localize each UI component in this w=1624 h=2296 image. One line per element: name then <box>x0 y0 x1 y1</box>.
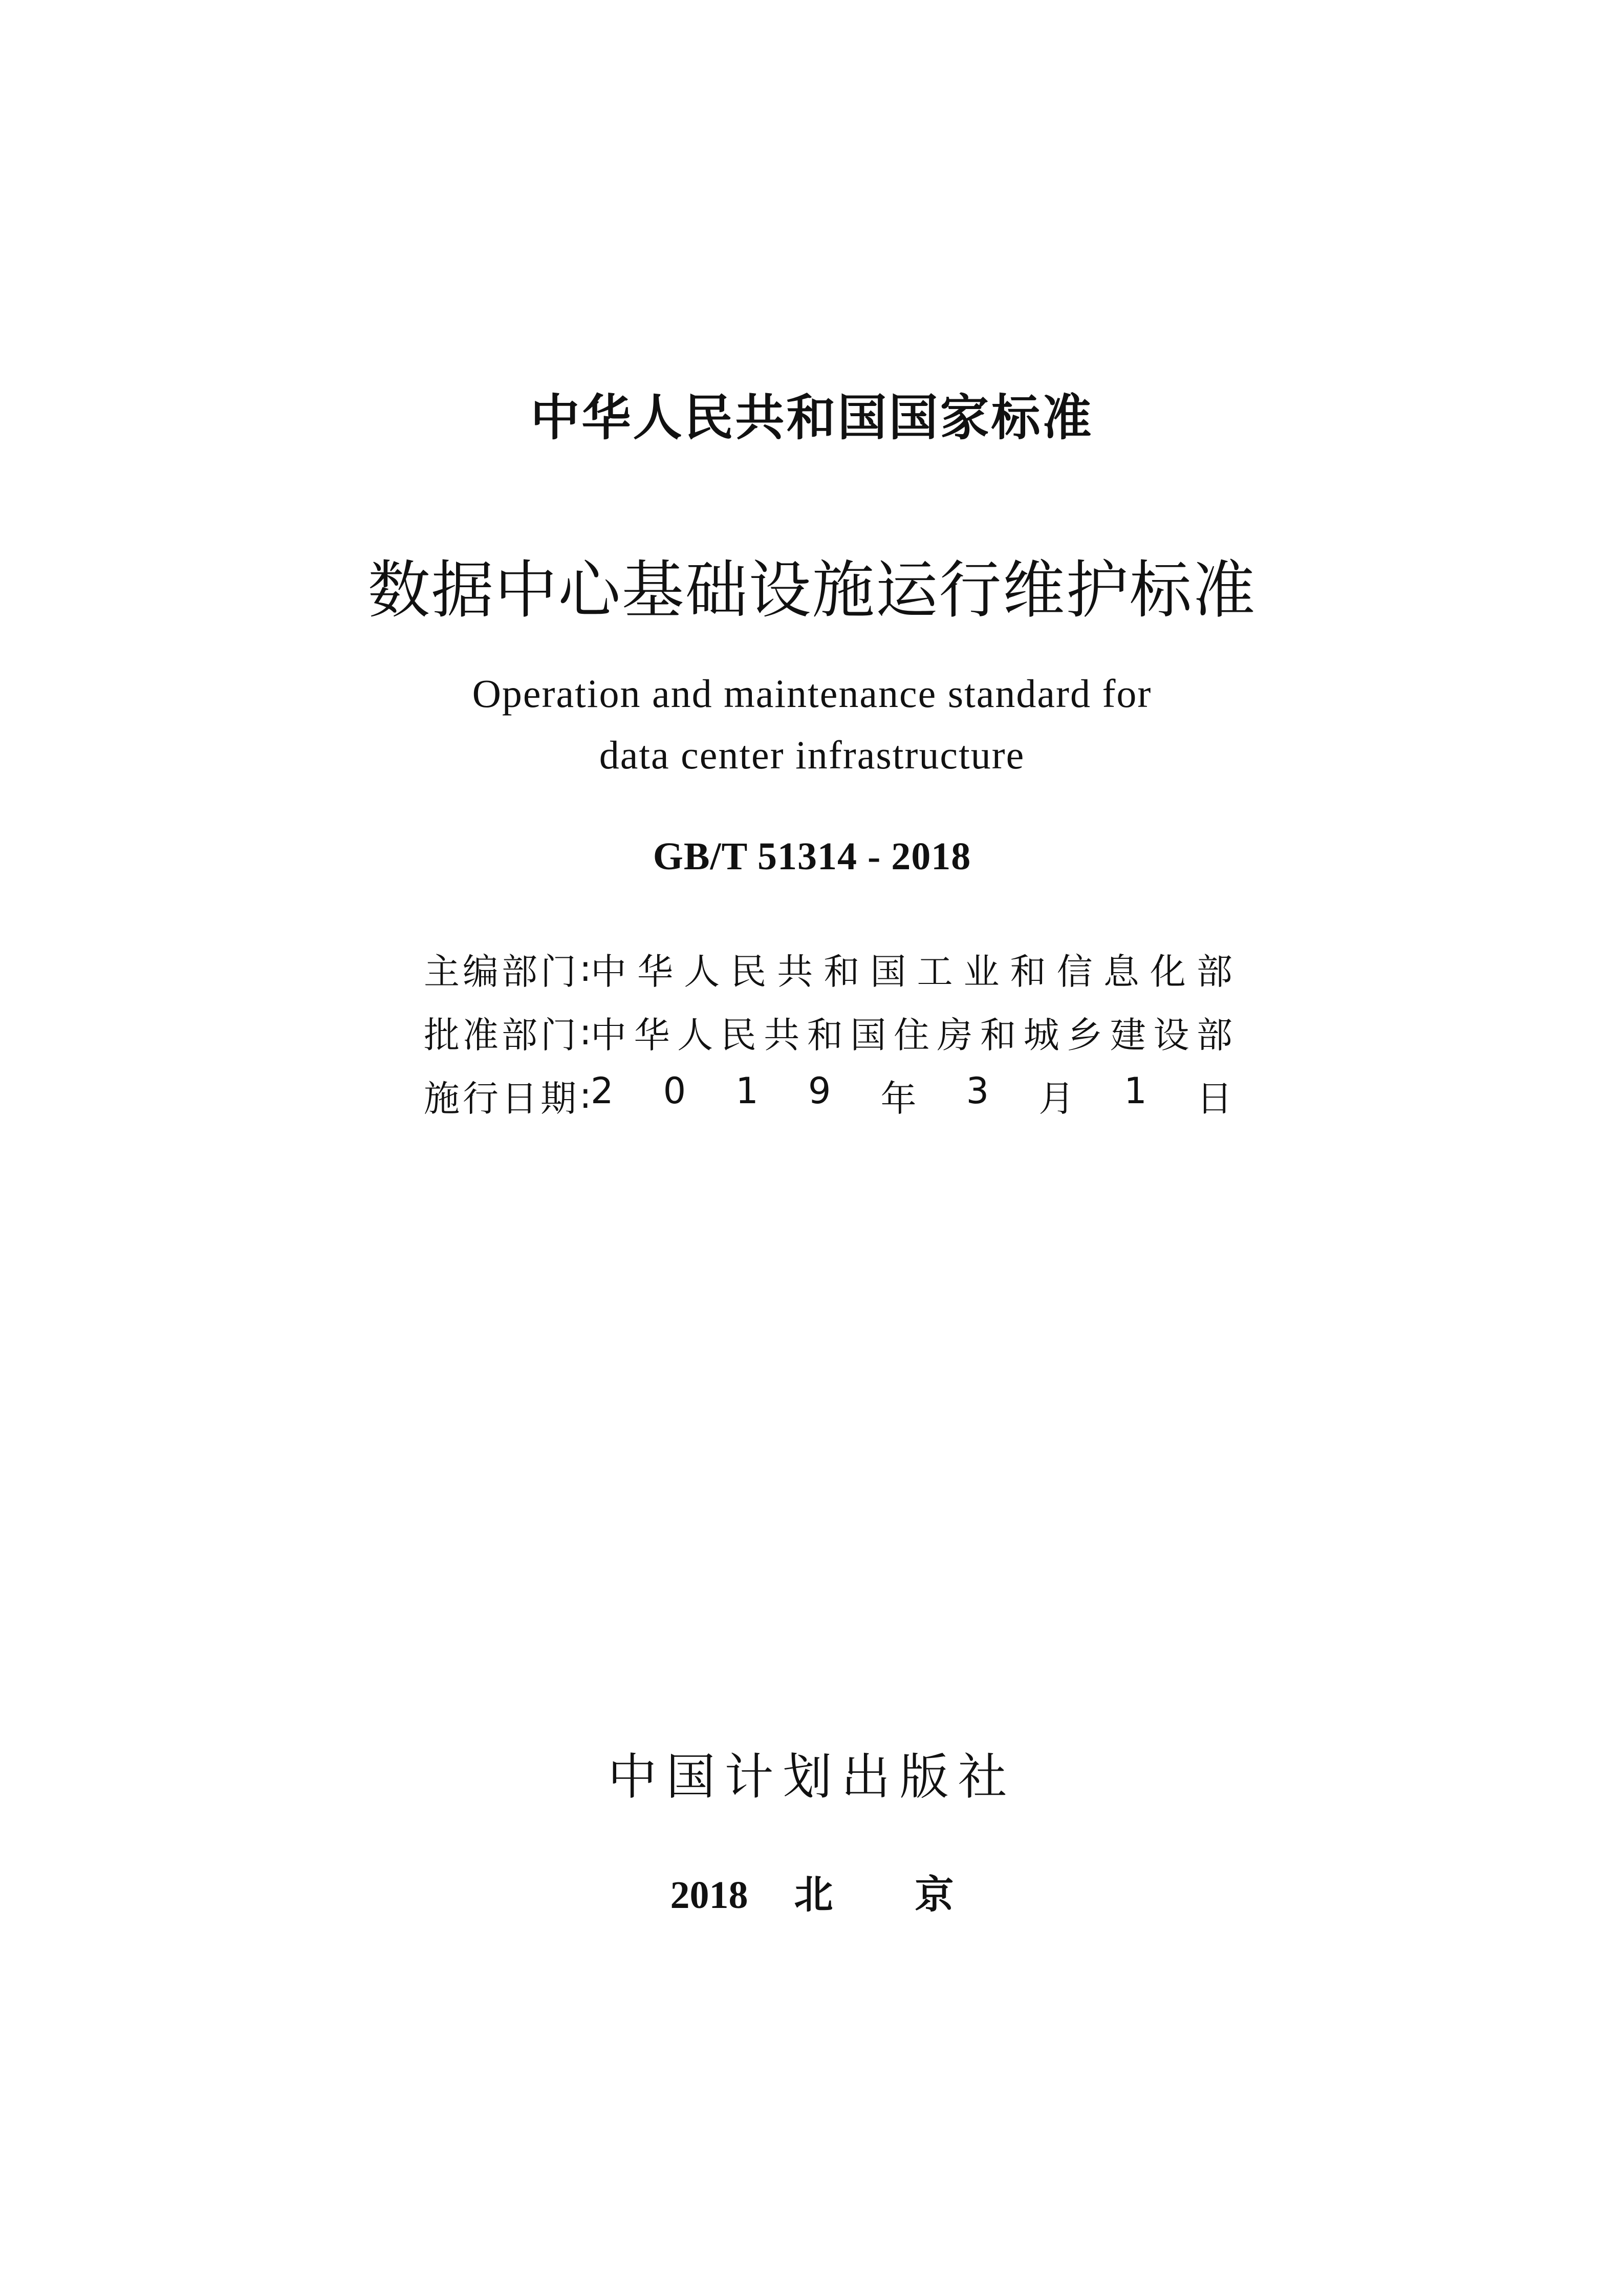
info-char: 业 <box>963 950 1000 993</box>
info-char: 住 <box>893 1014 929 1056</box>
info-char: 房 <box>937 1014 973 1056</box>
info-char: 和 <box>807 1014 843 1056</box>
info-char: 国 <box>850 1014 886 1056</box>
info-char: 华 <box>634 1014 670 1056</box>
publication-city-char-2: 京 <box>915 1872 954 1917</box>
info-char: 和 <box>980 1014 1016 1056</box>
info-char: 共 <box>777 950 813 993</box>
info-colon: : <box>579 1011 592 1053</box>
publication-city-char-1: 北 <box>794 1872 833 1917</box>
info-char: 乡 <box>1067 1014 1103 1056</box>
title-chinese: 数据中心基础设施运行维护标准 <box>367 554 1257 627</box>
info-char: 月 <box>1038 1077 1075 1120</box>
standard-series: 中华人民共和国国家标准 <box>530 389 1094 446</box>
info-char: 化 <box>1150 950 1186 993</box>
info-char: 民 <box>720 1014 756 1056</box>
info-char: 9 <box>808 1069 831 1112</box>
info-char: 年 <box>880 1077 917 1120</box>
info-char: 和 <box>1010 950 1046 993</box>
info-char: 人 <box>677 1014 713 1056</box>
info-char: 华 <box>637 950 674 993</box>
info-value <box>591 1070 1232 1122</box>
info-char: 部 <box>1196 950 1232 993</box>
info-value <box>591 943 1232 995</box>
info-char: 3 <box>966 1069 989 1112</box>
publication-place-year <box>0 1863 1624 1919</box>
info-char: 中 <box>591 1014 626 1056</box>
info-block <box>424 937 1232 1127</box>
info-char: 和 <box>824 950 860 993</box>
info-char: 信 <box>1056 950 1093 993</box>
info-char: 日 <box>1196 1077 1232 1120</box>
info-char: 部 <box>1196 1014 1232 1056</box>
publication-year: 2018 <box>670 1874 748 1917</box>
info-value <box>591 1006 1232 1058</box>
info-char: 1 <box>735 1069 759 1112</box>
info-char: 1 <box>1124 1069 1147 1112</box>
info-label: 批准部门 <box>424 1014 579 1056</box>
info-char: 建 <box>1110 1014 1146 1056</box>
info-char: 0 <box>663 1069 686 1112</box>
info-char: 共 <box>764 1014 800 1056</box>
title-english-line-1: Operation and maintenance standard for <box>472 671 1152 716</box>
standard-code: GB/T 51314 - 2018 <box>653 835 971 878</box>
info-colon: : <box>579 1075 592 1117</box>
info-char: 中 <box>591 950 626 993</box>
info-row-chief-editor <box>424 937 1232 1000</box>
info-char: 城 <box>1023 1014 1059 1056</box>
info-char: 民 <box>730 950 767 993</box>
info-char: 国 <box>870 950 906 993</box>
info-char: 息 <box>1103 950 1139 993</box>
title-english-line-2: data center infrastructure <box>599 733 1025 777</box>
info-colon: : <box>579 948 592 990</box>
info-char: 2 <box>591 1069 614 1112</box>
info-row-effective-date <box>424 1064 1232 1127</box>
publisher: 中国计划出版社 <box>608 1748 1016 1806</box>
info-row-approving-department <box>424 1000 1232 1064</box>
info-char: 设 <box>1153 1014 1189 1056</box>
info-char: 人 <box>684 950 720 993</box>
info-label: 主编部门 <box>424 950 579 993</box>
info-char: 工 <box>917 950 953 993</box>
info-label: 施行日期 <box>424 1077 579 1120</box>
